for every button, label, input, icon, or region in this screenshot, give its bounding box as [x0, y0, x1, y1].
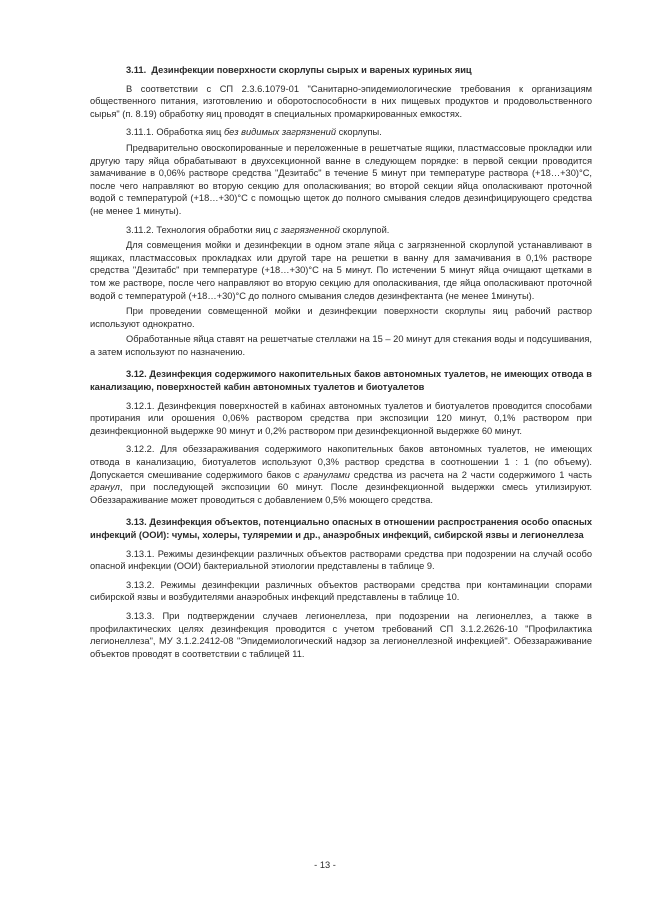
paragraph: Предварительно овоскопированные и переложенные в решетчатые ящики, пластмассовые прокладки или другую тару яйца обрабатывают в двухсекционной ванне в следующем порядке: в первой секции проводится замачивание в 0,06% растворе средства "Дезитабс" в течение 5 минут при температуре раствора (+18…+30)°С, после чего направляют во вторую секцию для ополаскивания; во второй секции яйца ополаскивают проточной водой с температурой (+18…+30)°С с помощью щеток до полного смывания следов дезинфицирующего средства (не менее 1 минуты).: [90, 142, 592, 216]
emphasis: гранул: [90, 482, 120, 493]
document-body: [90, 62, 592, 663]
paragraph: 3.12.1. Дезинфекция поверхностей в кабинах автономных туалетов и биотуалетов проводится способами протирания или орошения 0,06% раствором средства при экспозиции 120 минут, 0,1% раствором при дезинфекционной выдержке 90 минут и 0,2% раствором при дезинфекционной выдержке 60 минут.: [90, 400, 592, 436]
paragraph: В соответствии с СП 2.3.6.1079-01 "Санитарно-эпидемиологические требования к организациям общественного питания, изготовлению и оборотоспособности в них пищевых продуктов и продовольственного сырья" (п. 8.19) обработку яиц проводят в специальных промаркированных емкостях.: [90, 83, 592, 119]
paragraph: 3.13.2. Режимы дезинфекции различных объектов растворами средства при контаминации спорами сибирской язвы и возбудителями анаэробных инфекций представлены в таблице 10.: [90, 579, 592, 603]
section-heading-3-12: [90, 368, 592, 393]
emphasis: гранулами: [303, 469, 350, 480]
paragraph: Обработанные яйца ставят на решетчатые стеллажи на 15 – 20 минут для стекания воды и подсушивания, а затем используют по назначению.: [90, 334, 592, 357]
paragraph: 3.13.3. При подтверждении случаев легионеллеза, при подозрении на легионеллез, а также в профилактических целях дезинфекция проводится с учетом требований СП 3.1.2.2626-10 "Профилактика легионеллеза", МУ 3.1.2.2412-08 "Эпидемиологический надзор за легионеллезной инфекцией". Обеззараживание объектов проводят в соответствии с таблицей 11.: [90, 610, 592, 659]
section-number: 3.12.: [126, 369, 147, 380]
section-heading-3-11: [90, 64, 592, 77]
page-number: - 13 -: [314, 860, 336, 870]
paragraph: 3.13.1. Режимы дезинфекции различных объектов растворами средства при подозрении на случай особо опасной инфекции (ООИ) бактериальной этиологии представлены в таблице 9.: [90, 548, 592, 572]
emphasis: без видимых загрязнений: [223, 127, 336, 138]
section-number: 3.13.: [126, 517, 147, 528]
paragraph: 3.12.2. Для обеззараживания содержимого накопительных баков автономных туалетов, не имеющих отвода в канализацию, биотуалетов используют 0,3% раствор средства в соотношении 1 : 1 (по объему). Допускается смешивание содержимого баков с гранулами средства из расчета на 2 части содержимого 1 часть гранул, при последующей экспозиции 60 минут. После дезинфекционной выдержки смесь утилизируют. Обеззараживание может проводиться с добавлением 0,5% моющего средства.: [90, 444, 593, 505]
section-title: Дезинфекция объектов, потенциально опасных в отношении распространения особо опасных инфекций (ООИ): чумы, холеры, туляремии и др., анаэробных инфекций, сибирской язвы и легионеллеза: [90, 517, 592, 540]
section-heading-3-13: [90, 516, 592, 541]
subsection-title: 3.11.1. Обработка яиц без видимых загрязнений скорлупы.: [126, 127, 382, 138]
section-title: Дезинфекция содержимого накопительных баков автономных туалетов, не имеющих отвода в канализацию, поверхностей кабин автономных туалетов и биотуалетов: [90, 369, 592, 393]
section-number: 3.11.: [126, 65, 147, 75]
subsection-title: 3.11.2. Технология обработки яиц с загрязненной скорлупой.: [126, 224, 390, 235]
emphasis: с загрязненной: [273, 224, 340, 235]
paragraph: При проведении совмещенной мойки и дезинфекции поверхности скорлупы яиц рабочий раствор используют однократно.: [90, 306, 592, 329]
paragraph: Для совмещения мойки и дезинфекции в одном этапе яйца с загрязненной скорлупой устанавливают в ящиках, пластмассовых прокладках или другой таре на решетки в ванну для замачивания в 0,1% растворе средства "Дезитабс" при температуре (+18…+30)°С на 5 минут. По истечении 5 минут яйца очищают щетками в том же растворе, после чего направляют во вторую секцию для ополаскивания, где яйца ополаскивают проточной водой с температурой (+18…+30)°С до полного смывания следов дезинфектанта (не менее 1минуты).: [90, 240, 592, 301]
section-title: Дезинфекции поверхности скорлупы сырых и вареных куриных яиц: [151, 65, 472, 75]
